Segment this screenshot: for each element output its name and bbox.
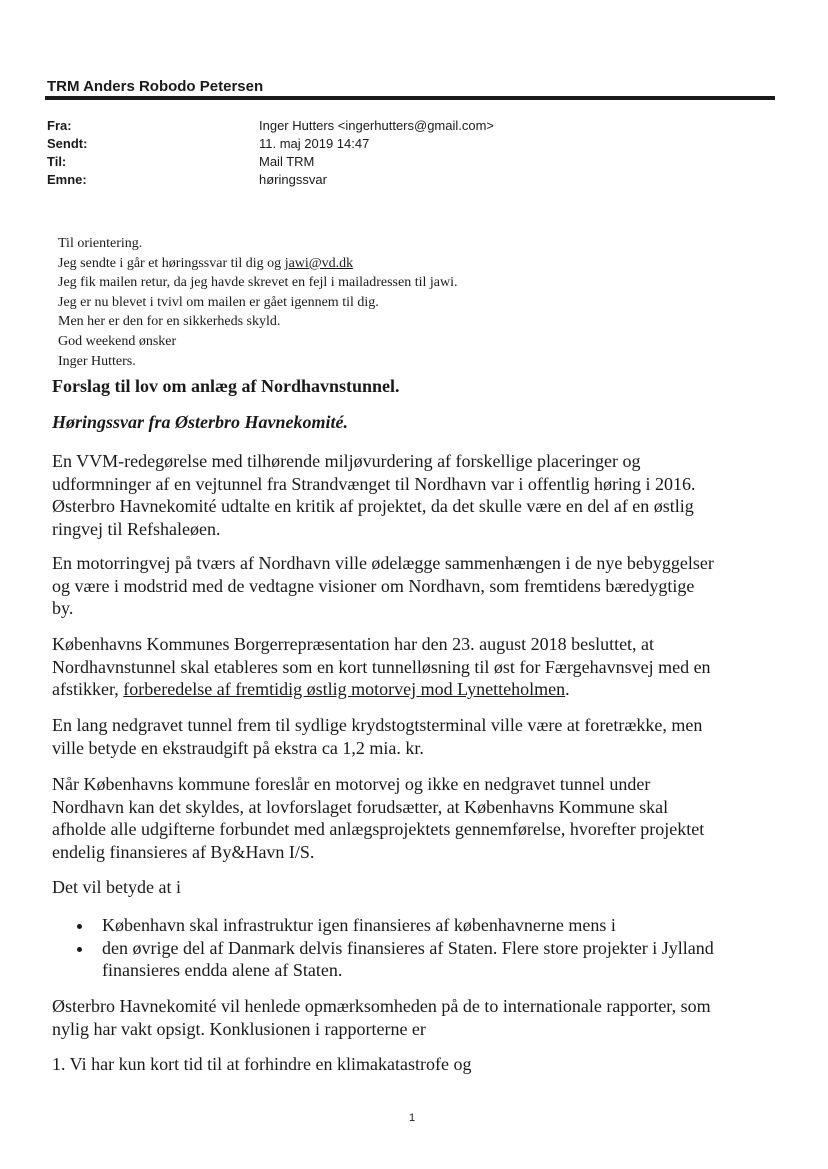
text-line: Østerbro Havnekomité udtalte en kritik af projektet, da det skulle være en del af en østlig xyxy=(52,496,694,516)
text-line xyxy=(52,678,711,701)
paragraph-1 xyxy=(52,450,696,540)
bullet-icon xyxy=(77,924,82,929)
intro-line: Jeg er nu blevet i tvivl om mailen er gået igennem til dig. xyxy=(58,294,379,310)
paragraph-6 xyxy=(52,876,181,899)
text-line: den øvrige del af Danmark delvis finansieres af Staten. Flere store projekter i Jylland xyxy=(102,937,714,958)
list-item xyxy=(52,937,714,982)
text-line: København skal infrastruktur igen finansieres af københavnerne mens i xyxy=(102,915,616,935)
list-item xyxy=(52,914,714,937)
text-line: udformninger af en vejtunnel fra Strandvænget til Nordhavn var i offentlig høring i 2016. xyxy=(52,473,696,494)
text-segment: . xyxy=(565,679,570,699)
intro-line: God weekend ønsker xyxy=(58,333,177,349)
page-number: 1 xyxy=(409,1112,416,1124)
text-line: Det vil betyde at i xyxy=(52,877,181,897)
email-link[interactable]: jawi@vd.dk xyxy=(284,255,354,271)
header-divider xyxy=(45,96,775,100)
intro-line: Inger Hutters. xyxy=(58,353,136,369)
text-line: En motorringvej på tværs af Nordhavn ville ødelægge sammenhængen i de nye bebyggelser xyxy=(52,553,714,573)
paragraph-7 xyxy=(52,995,711,1040)
text-line: 1. Vi har kun kort tid til at forhindre en klimakatastrofe og xyxy=(52,1054,472,1074)
text-line: Østerbro Havnekomité vil henlede opmærksomheden på de to internationale rapporter, som xyxy=(52,996,711,1016)
text-line: Nordhavnstunnel skal etableres som en kort tunnelløsning til øst for Færgehavnsvej med en xyxy=(52,656,711,677)
text-line: by. xyxy=(52,598,74,618)
text-line: Nordhavn kan det skyldes, at lovforslaget forudsætter, at Københavns Kommune skal xyxy=(52,796,669,817)
text-line: ville betyde en ekstraudgift på ekstra ca 1,2 mia. kr. xyxy=(52,737,424,758)
text-line: Københavns Kommunes Borgerrepræsentation har den 23. august 2018 besluttet, at xyxy=(52,634,655,654)
paragraph-8 xyxy=(52,1053,471,1076)
field-value: 11. maj 2019 14:47 xyxy=(259,136,370,151)
intro-line xyxy=(58,254,457,274)
field-label: Sendt: xyxy=(47,136,88,151)
intro-line: Til orientering. xyxy=(58,236,143,251)
text-line: En lang nedgravet tunnel frem til sydlige krydstogtsterminal ville være at foretrække, men xyxy=(52,715,703,735)
paragraph-2 xyxy=(52,552,714,620)
paragraph-3 xyxy=(52,633,711,701)
underlined-phrase: forberedelse af fremtidig østlig motorvej mod Lynetteholmen xyxy=(123,679,566,699)
text-line: En VVM-redegørelse med tilhørende miljøvurdering af forskellige placeringer og xyxy=(52,451,641,471)
field-label: Til: xyxy=(47,154,67,169)
field-label: Emne: xyxy=(47,172,87,187)
paragraph-4 xyxy=(52,714,702,759)
bullet-list xyxy=(52,914,714,982)
intro-message xyxy=(58,234,457,371)
text-line: ringvej til Refshaleøen. xyxy=(52,518,221,539)
field-value: Mail TRM xyxy=(259,154,315,169)
intro-line: Men her er den for en sikkerheds skyld. xyxy=(58,314,281,330)
intro-text: Jeg sendte i går et høringssvar til dig og xyxy=(58,255,285,271)
field-label: Fra: xyxy=(47,118,72,133)
sender-name: TRM Anders Robodo Petersen xyxy=(47,78,264,95)
document-title: Forslag til lov om anlæg af Nordhavnstunnel. xyxy=(52,376,400,396)
text-line: og være i modstrid med de vedtagne visioner om Nordhavn, som fremtidens bæredygtige xyxy=(52,575,695,596)
text-line: Når Københavns kommune foreslår en motorvej og ikke en nedgravet tunnel under xyxy=(52,774,651,794)
text-line: endelig finansieres af By&Havn I/S. xyxy=(52,841,315,862)
text-line: afholde alle udgifterne forbundet med anlægsprojektets gennemførelse, hvorefter projektet xyxy=(52,819,705,839)
document-subtitle: Høringssvar fra Østerbro Havnekomité. xyxy=(52,412,349,432)
field-value: høringssvar xyxy=(259,172,327,187)
intro-line: Jeg fik mailen retur, da jeg havde skrevet en fejl i mailadressen til jawi. xyxy=(58,275,458,291)
text-segment: afstikker, xyxy=(52,679,124,699)
field-value: Inger Hutters <ingerhutters@gmail.com> xyxy=(259,118,495,133)
text-line: finansieres endda alene af Staten. xyxy=(102,960,343,980)
text-line: nylig har vakt opsigt. Konklusionen i rapporterne er xyxy=(52,1018,426,1039)
bullet-icon xyxy=(77,947,82,952)
paragraph-5 xyxy=(52,773,704,863)
